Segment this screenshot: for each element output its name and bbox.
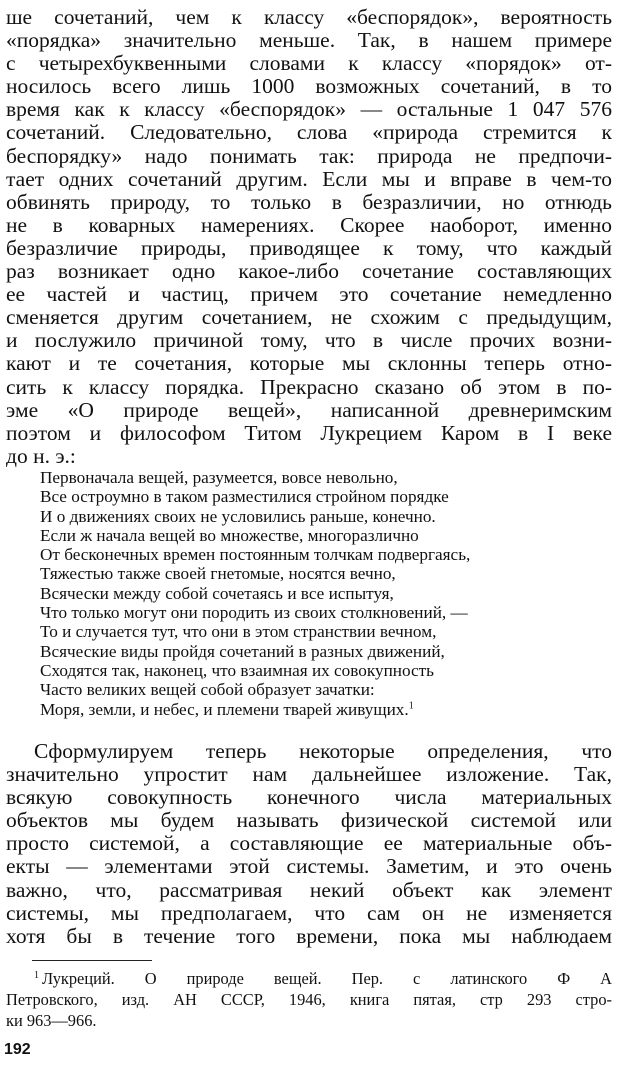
text-line: время как к классу «беспорядок» — остальные 1 047 576 [6,97,612,122]
text-line: не в коварных намерениях. Скорее наоборот, именно [6,212,612,237]
text-line: «порядка» значительно меньше. Так, в нашем примере [6,28,612,53]
text-line: объектов мы будем называть физической системой или [6,808,612,833]
footnote-reference[interactable]: 1 [408,699,414,711]
text-line: с четырехбуквенными словами к классу «порядок» от- [6,51,612,76]
poem-line: И о движениях своих не условились раньше, конечно. [40,506,436,526]
poem-line: Часто великих вещей собой образует зачатки: [40,680,375,700]
poem-line: То и случается тут, что они в этом странствии вечном, [40,622,437,642]
text-line: хотя бы в течение того времени, пока мы наблюдаем [6,923,612,948]
text-line: эме «О природе вещей», написанной древнеримским [6,397,612,422]
text-line: системы, мы предполагаем, что сам он не изменяется [6,900,612,925]
text-line: сменяется другим сочетанием, не схожим с предыдущим, [6,305,612,330]
footnote-line: Петровского, изд. АН СССР, 1946, книга пятая, стр 293 стро- [6,990,612,1009]
text-line: поэтом и философом Титом Лукрецием Каром в I веке [6,420,612,445]
text-line: тает одних сочетаний другим. Если мы и вправе в чем-то [6,166,612,191]
poem-line: Первоначала вещей, разумеется, вовсе невольно, [40,468,398,487]
text-line: сочетаний. Следовательно, слова «природа стремится к [6,120,612,145]
text-line: просто системой, а составляющие ее материальные объ- [6,831,612,856]
footnote-text: Лукреций. О природе вещей. Пер. с латинского Ф А [42,969,612,988]
poem-line-text: Моря, земли, и небес, и племени тварей живущих. [40,699,409,719]
page-number: 192 [4,1041,31,1058]
paragraph-continued [6,6,612,468]
text-line: важно, что, рассматривая некий объект как элемент [6,877,612,902]
poem-line: Что только могут они породить из своих столкновений, — [40,603,468,623]
footnote-line [6,968,612,989]
text-line: значительно упростит нам дальнейшее изложение. Так, [6,762,612,787]
text-line: Сформулируем теперь некоторые определения, что [34,739,612,763]
poem-line: От бесконечных времен постоянным толчкам подвергаясь, [40,545,471,565]
footnote-mark: 1 [34,969,39,981]
text-line: раз возникает одно какое-либо сочетание составляющих [6,259,612,284]
poem-line: Сходятся так, наконец, что взаимная их совокупность [40,660,434,680]
text-line: сить к классу порядка. Прекрасно сказано об этом в по- [6,374,612,399]
poem-line: Всячески между собой сочетаясь и все испытуя, [40,583,394,603]
poem-line: Тяжестью также своей гнетомые, носятся вечно, [40,564,396,584]
text-line: до н. э.: [6,443,76,468]
poem-line: Все остроумно в таком разместилися стройном порядке [40,487,449,507]
text-line: екты — элементами этой системы. Заметим, и это очень [6,854,612,879]
footnote-line: ки 963—966. [6,1011,97,1030]
text-line: беспорядку» надо понимать так: природа не предпочи- [6,143,612,168]
footnote-divider [32,960,152,961]
text-line: безразличие природы, приводящее к тому, что каждый [6,235,612,260]
text-line: кают и те сочетания, которые мы склонны теперь отно- [6,351,612,376]
text-line: ше сочетаний, чем к классу «беспорядок», вероятность [6,5,612,29]
poem-line: Всяческие виды пройдя сочетаний в разных движений, [40,641,445,661]
text-line: обвинять природу, то только в безразличии, но отнюдь [6,189,612,214]
poem-line [40,700,600,719]
text-line: всякую совокупность конечного числа материальных [6,785,612,810]
text-line: носилось всего лишь 1000 возможных сочетаний, в то [6,74,612,99]
paragraph-definitions [6,740,612,948]
footnote [6,968,612,1031]
poem-quote [40,468,600,719]
poem-line: Если ж начала вещей во множестве, многоразлично [40,525,419,545]
text-line: и послужило причиной тому, что в числе прочих возни- [6,328,612,353]
text-line: ее частей и частиц, причем это сочетание немедленно [6,282,612,307]
